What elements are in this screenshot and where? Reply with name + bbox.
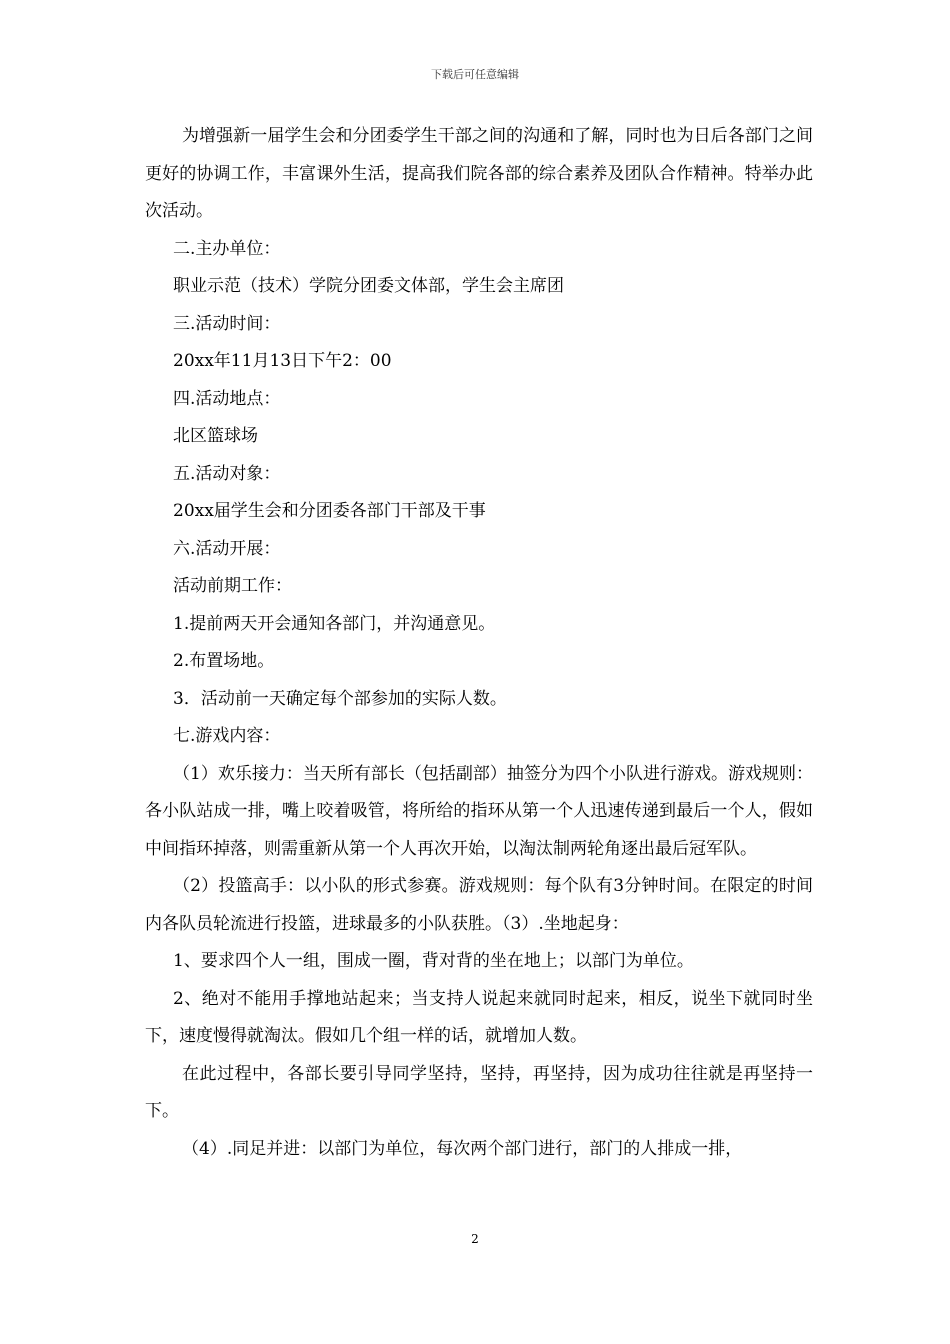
list-item-prep-3: 3．活动前一天确定每个部参加的实际人数。 bbox=[173, 688, 507, 709]
paragraph-game-2: （2）投篮高手：以小队的形式参赛。游戏规则：每个队有3分钟时间。在限定的时间内各队员轮流进行投篮，进球最多的小队获胜。（3）.坐地起身： bbox=[145, 876, 813, 934]
document-body bbox=[145, 118, 813, 1168]
heading-time: 三.活动时间： bbox=[173, 313, 281, 334]
paragraph-time: 20xx年11月13日下午2：00 bbox=[173, 351, 392, 371]
heading-location: 四.活动地点： bbox=[173, 388, 281, 409]
paragraph-game-4: （4）.同足并进：以部门为单位，每次两个部门进行，部门的人排成一排， bbox=[182, 1138, 743, 1159]
paragraph-organizer: 职业示范（技术）学院分团委文体部，学生会主席团 bbox=[173, 276, 564, 296]
page-header: 下载后可任意编辑 bbox=[431, 68, 519, 81]
heading-organizer: 二.主办单位： bbox=[173, 238, 281, 259]
list-item-prep-2: 2.布置场地。 bbox=[173, 651, 275, 671]
paragraph-game-3-rule-2: 2、绝对不能用手撑地站起来；当支持人说起来就同时起来，相反，说坐下就同时坐下，速度慢得就淘汰。假如几个组一样的话，就增加人数。 bbox=[145, 988, 813, 1046]
paragraph-intro: 为增强新一届学生会和分团委学生干部之间的沟通和了解，同时也为日后各部门之间更好的协调工作，丰富课外生活，提高我们院各部的综合素养及团队合作精神。特举办此次活动。 bbox=[145, 126, 813, 221]
heading-activity: 六.活动开展： bbox=[173, 538, 281, 559]
paragraph-prep-title: 活动前期工作： bbox=[173, 576, 292, 596]
page-number: 2 bbox=[471, 1232, 479, 1246]
paragraph-audience: 20xx届学生会和分团委各部门干部及干事 bbox=[173, 501, 486, 521]
heading-audience: 五.活动对象： bbox=[173, 463, 281, 484]
paragraph-location: 北区篮球场 bbox=[173, 426, 258, 446]
paragraph-game-1: （1）欢乐接力：当天所有部长（包括副部）抽签分为四个小队进行游戏。游戏规则：各小队站成一排，嘴上咬着吸管，将所给的指环从第一个人迅速传递到最后一个人，假如中间指环掉落，则需重新从第一个人再次开始，以淘汰制两轮角逐出最后冠军队。 bbox=[145, 763, 813, 859]
paragraph-encourage: 在此过程中，各部长要引导同学坚持，坚持，再坚持，因为成功往往就是再坚持一下。 bbox=[145, 1063, 813, 1121]
list-item-prep-1: 1.提前两天开会通知各部门，并沟通意见。 bbox=[173, 613, 496, 634]
heading-games: 七.游戏内容： bbox=[173, 726, 281, 746]
paragraph-game-3-rule-1: 1、要求四个人一组，围成一圈，背对背的坐在地上；以部门为单位。 bbox=[173, 951, 694, 971]
